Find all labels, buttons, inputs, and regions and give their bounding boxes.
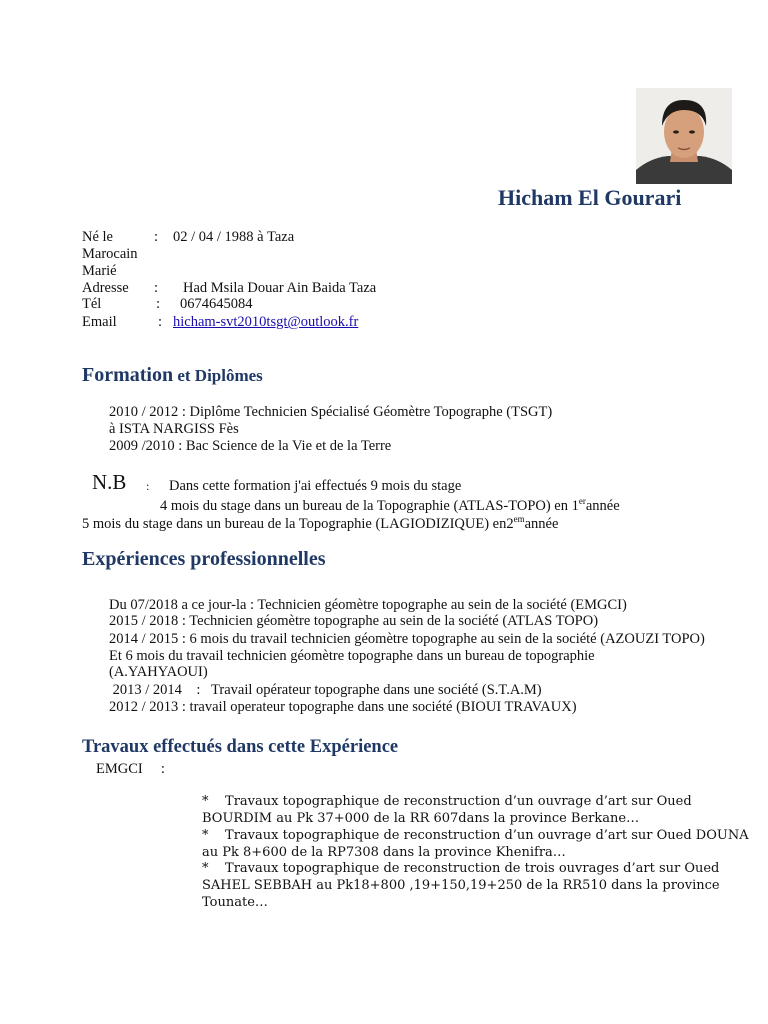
email-label: Email	[82, 314, 117, 330]
experience-line-3: 2014 / 2015 : 6 mois du travail technicien géomètre topographe au sein de la société (AZOUZI TOPO)	[109, 631, 705, 647]
born-label: Né le	[82, 229, 113, 245]
email-sep: :	[158, 314, 163, 330]
nb-label: N.B	[92, 470, 127, 494]
travaux-line-2: BOURDIM au Pk 37+000 de la RR 607dans la province Berkane…	[202, 811, 640, 826]
experience-line-7: 2012 / 2013 : travail operateur topographe dans une société (BIOUI TRAVAUX)	[109, 699, 577, 715]
candidate-name: Hicham El Gourari	[498, 185, 682, 210]
nb-line-2-sup: er	[578, 496, 586, 506]
tel-label: Tél	[82, 296, 102, 312]
travaux-heading: Travaux effectués dans cette Expérience	[82, 737, 399, 757]
nb-line-2-post: année	[585, 497, 620, 514]
nationality: Marocain	[82, 246, 138, 262]
travaux-line-7: Tounate…	[202, 895, 268, 910]
travaux-line-5: * Travaux topographique de reconstruction de trois ouvrages d’art sur Oued	[202, 861, 720, 876]
experience-line-4: Et 6 mois du travail technicien géomètre topographe dans un bureau de topographie	[109, 648, 595, 664]
formation-line-1: 2010 / 2012 : Diplôme Technicien Spécialisé Géomètre Topographe (TSGT)	[109, 404, 553, 420]
travaux-line-3: * Travaux topographique de reconstruction d’un ouvrage d’art sur Oued DOUNA	[202, 828, 749, 843]
travaux-line-6: SAHEL SEBBAH au Pk18+800 ,19+150,19+250 de la RR510 dans la province	[202, 878, 720, 893]
nb-sep: :	[146, 479, 150, 493]
profile-photo	[636, 88, 732, 184]
formation-line-2: à ISTA NARGISS Fès	[109, 421, 239, 437]
born-sep: :	[154, 229, 159, 245]
formation-heading-main: Formation	[82, 364, 174, 386]
nb-line-2-text: 4 mois du stage dans un bureau de la Topographie (ATLAS-TOPO) en 1	[160, 497, 579, 514]
tel-sep: :	[156, 296, 161, 312]
nb-line-3-sup: em	[513, 514, 525, 524]
experience-line-2: 2015 / 2018 : Technicien géomètre topographe au sein de la société (ATLAS TOPO)	[109, 613, 599, 629]
travaux-company: EMGCI :	[96, 761, 165, 777]
tel-value: 0674645084	[180, 296, 253, 312]
address-label: Adresse	[82, 280, 129, 296]
address-sep: :	[154, 280, 159, 296]
person-photo-icon	[636, 88, 732, 184]
experience-line-1: Du 07/2018 a ce jour-la : Technicien géomètre topographe au sein de la société (EMGCI)	[109, 597, 627, 613]
formation-line-3: 2009 /2010 : Bac Science de la Vie et de la Terre	[109, 438, 392, 454]
nb-line-2	[160, 496, 620, 515]
travaux-line-4: au Pk 8+600 de la RP7308 dans la province Khenifra…	[202, 845, 566, 860]
nb-line-3	[82, 514, 558, 533]
email-link[interactable]: hicham-svt2010tsgt@outlook.fr	[173, 314, 359, 330]
formation-heading	[82, 364, 263, 387]
experience-heading: Expériences professionnelles	[82, 548, 326, 570]
born-value: 02 / 04 / 1988 à Taza	[173, 229, 295, 245]
nb-line-3-text: 5 mois du stage dans un bureau de la Topographie (LAGIODIZIQUE) en2	[82, 515, 514, 532]
nb-line-3-post: année	[524, 515, 559, 532]
address-value: Had Msila Douar Ain Baida Taza	[183, 280, 377, 296]
experience-line-6: 2013 / 2014 : Travail opérateur topographe dans une société (S.T.A.M)	[109, 682, 542, 698]
marital-status: Marié	[82, 263, 117, 279]
travaux-line-1: * Travaux topographique de reconstruction d’un ouvrage d’art sur Oued	[202, 794, 692, 809]
experience-line-5: (A.YAHYAOUI)	[109, 664, 208, 680]
formation-heading-rest: et Diplômes	[173, 366, 263, 385]
nb-text: Dans cette formation j'ai effectués 9 mois du stage	[169, 478, 462, 494]
